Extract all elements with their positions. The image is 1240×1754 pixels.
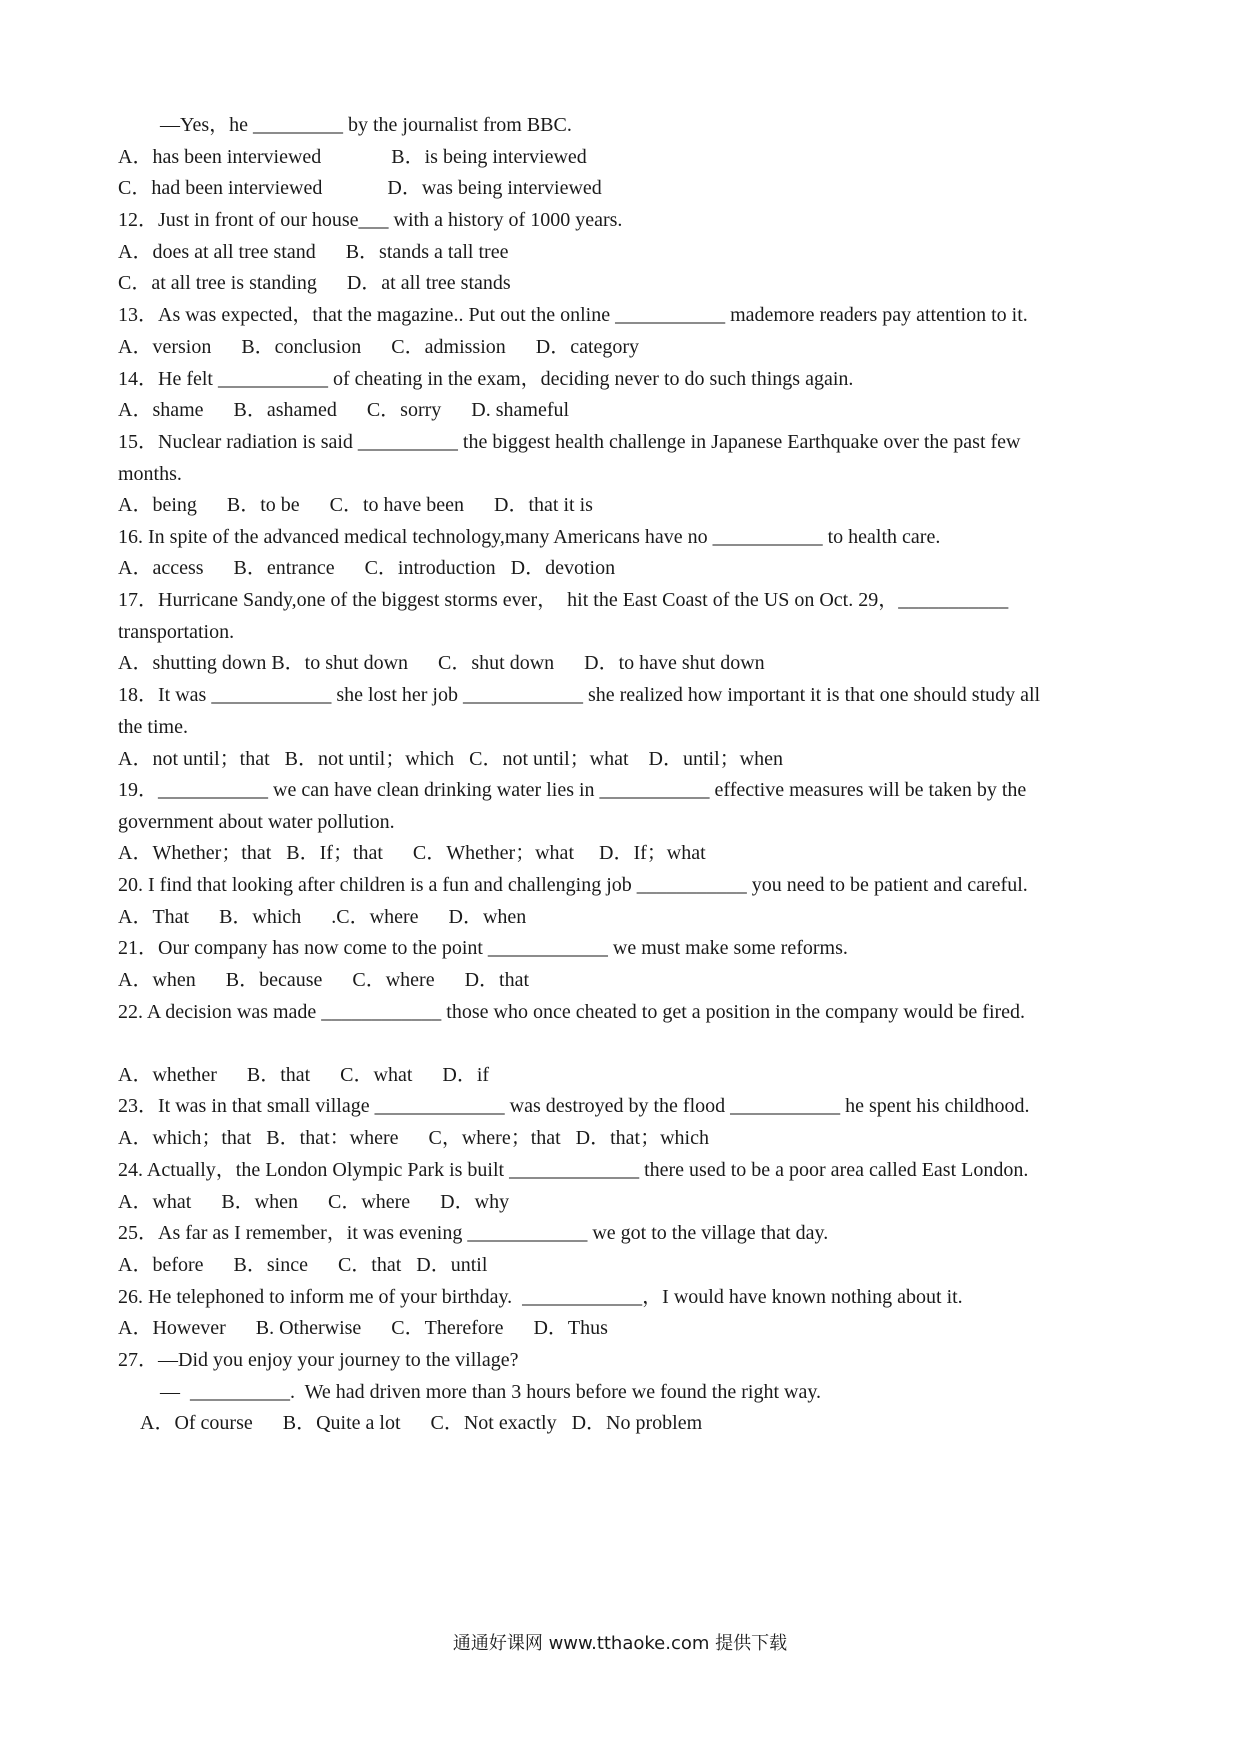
question-19: 19．___________ we can have clean drinking water lies in ___________ effective measures will be taken by the <box>118 779 1027 801</box>
question-17-continued: transportation. <box>118 621 235 643</box>
option-line: A．access B．entrance C．introduction D．devotion <box>118 557 616 579</box>
option-line: A．what B．when C．where D．why <box>118 1191 510 1213</box>
option-line: A．whether B．that C．what D．if <box>118 1064 490 1086</box>
question-13: 13．As was expected，that the magazine.. Put out the online ___________ mademore readers pay attention to it. <box>118 304 1028 326</box>
option-line: A．That B．which .C．where D．when <box>118 906 527 928</box>
question-16: 16. In spite of the advanced medical technology,many Americans have no ___________ to health care. <box>118 526 941 548</box>
option-line: A．Of course B．Quite a lot C．Not exactly D．No problem <box>140 1412 703 1434</box>
question-14: 14．He felt ___________ of cheating in the exam，deciding never to do such things again. <box>118 368 854 390</box>
question-19-continued: government about water pollution. <box>118 811 395 833</box>
question-20: 20. I find that looking after children is a fun and challenging job ___________ you need to be patient and careful. <box>118 874 1028 896</box>
option-line: A．has been interviewed B．is being interviewed <box>118 146 587 168</box>
option-line: A．version B．conclusion C．admission D．category <box>118 336 640 358</box>
question-23: 23．It was in that small village _____________ was destroyed by the flood ___________ he spent his childhood. <box>118 1095 1030 1117</box>
option-line: A．not until；that B．not until；which C．not until；what D．until；when <box>118 748 783 770</box>
option-line: C．at all tree is standing D．at all tree stands <box>118 272 511 294</box>
question-24: 24. Actually，the London Olympic Park is built _____________ there used to be a poor area called East London. <box>118 1159 1029 1181</box>
question-27: 27．—Did you enjoy your journey to the village? <box>118 1349 519 1371</box>
question-22: 22. A decision was made ____________ those who once cheated to get a position in the company would be fired. <box>118 1001 1026 1023</box>
page-footer: 通通好课网 www.tthaoke.com 提供下载 <box>452 1633 788 1654</box>
question-18: 18．It was ____________ she lost her job ____________ she realized how important it is that one should study all <box>118 684 1041 706</box>
option-line: A．Whether；that B．If；that C．Whether；what D．If；what <box>118 842 706 864</box>
question-18-continued: the time. <box>118 716 188 738</box>
option-line: A．shutting down B．to shut down C．shut down D．to have shut down <box>118 652 765 674</box>
question-27-reply: — __________. We had driven more than 3 hours before we found the right way. <box>160 1381 822 1403</box>
option-line: A．being B．to be C．to have been D．that it is <box>118 494 593 516</box>
option-line: A．shame B．ashamed C．sorry D. shameful <box>118 399 570 421</box>
question-15: 15．Nuclear radiation is said __________ the biggest health challenge in Japanese Earthquake over the past few <box>118 431 1021 453</box>
option-line: A．before B．since C．that D．until <box>118 1254 488 1276</box>
question-17: 17．Hurricane Sandy,one of the biggest storms ever， hit the East Coast of the US on Oct. 29，___________ <box>118 589 1009 611</box>
question-25: 25．As far as I remember，it was evening ____________ we got to the village that day. <box>118 1222 829 1244</box>
question-12: 12．Just in front of our house___ with a history of 1000 years. <box>118 209 623 231</box>
option-line: C．had been interviewed D．was being interviewed <box>118 177 602 199</box>
option-line: A．which；that B．that：where C，where；that D．that；which <box>118 1127 709 1149</box>
option-line: A．However B. Otherwise C．Therefore D．Thus <box>118 1317 608 1339</box>
question-15-continued: months. <box>118 463 182 485</box>
question-21: 21．Our company has now come to the point ____________ we must make some reforms. <box>118 937 848 959</box>
question-26: 26. He telephoned to inform me of your birthday. ____________，I would have known nothing about it. <box>118 1286 963 1308</box>
option-line: A．does at all tree stand B．stands a tall tree <box>118 241 509 263</box>
question-11-answer-line: —Yes，he _________ by the journalist from BBC. <box>160 114 572 136</box>
option-line: A．when B．because C．where D．that <box>118 969 530 991</box>
